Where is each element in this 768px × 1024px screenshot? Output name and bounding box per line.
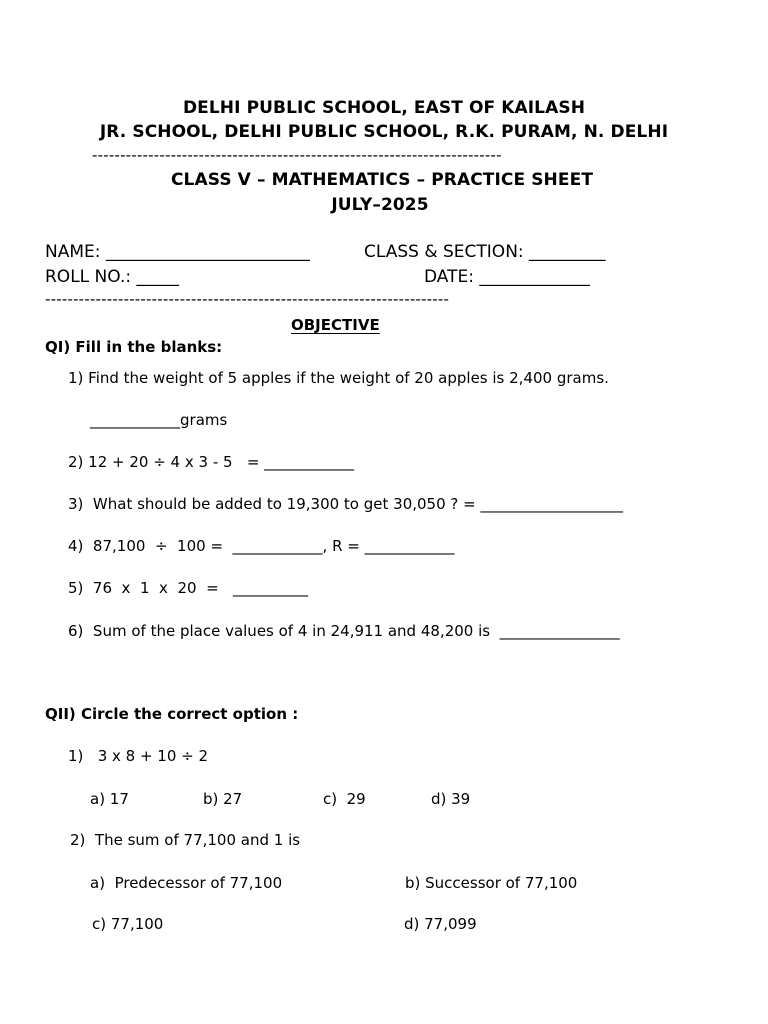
date-field[interactable]: DATE: _____________ bbox=[424, 267, 590, 287]
school-branch: JR. SCHOOL, DELHI PUBLIC SCHOOL, R.K. PURAM, N. DELHI bbox=[99, 122, 669, 142]
q2-question-1: 1) 3 x 8 + 10 ÷ 2 bbox=[68, 747, 209, 765]
q1-item-1: 1) Find the weight of 5 apples if the weight of 20 apples is 2,400 grams. bbox=[68, 369, 609, 387]
q1-item-2: 2) 12 + 20 ÷ 4 x 3 - 5 = ____________ bbox=[68, 453, 355, 471]
q1-item-1-answer: ____________grams bbox=[90, 411, 228, 429]
q2-q2-option-d[interactable]: d) 77,099 bbox=[404, 915, 477, 933]
q1-item-5: 5) 76 x 1 x 20 = __________ bbox=[68, 579, 308, 597]
info-separator: ------------------------------------------------------------------------ bbox=[45, 292, 450, 307]
q1-title: QI) Fill in the blanks: bbox=[45, 338, 223, 356]
q2-question-2: 2) The sum of 77,100 and 1 is bbox=[70, 831, 301, 849]
q1-item-6: 6) Sum of the place values of 4 in 24,911 and 48,200 is ________________ bbox=[68, 622, 620, 640]
q2-q1-option-b[interactable]: b) 27 bbox=[203, 790, 243, 808]
q2-q2-option-b[interactable]: b) Successor of 77,100 bbox=[405, 874, 578, 892]
name-field[interactable]: NAME: ________________________ bbox=[45, 242, 310, 262]
sheet-title: CLASS V – MATHEMATICS – PRACTICE SHEET bbox=[170, 170, 594, 190]
roll-no-field[interactable]: ROLL NO.: _____ bbox=[45, 267, 179, 287]
school-name: DELHI PUBLIC SCHOOL, EAST OF KAILASH bbox=[182, 98, 586, 118]
sheet-date: JULY–2025 bbox=[331, 195, 429, 215]
q2-q2-option-a[interactable]: a) Predecessor of 77,100 bbox=[90, 874, 283, 892]
header-separator: ------------------------------------------------------------------------- bbox=[92, 148, 502, 163]
class-section-field[interactable]: CLASS & SECTION: _________ bbox=[364, 242, 606, 262]
section-heading-objective: OBJECTIVE bbox=[291, 316, 380, 334]
q2-title: QII) Circle the correct option : bbox=[45, 705, 299, 723]
q1-item-3: 3) What should be added to 19,300 to get 30,050 ? = ___________________ bbox=[68, 495, 623, 513]
q2-q2-option-c[interactable]: c) 77,100 bbox=[92, 915, 164, 933]
q1-item-4: 4) 87,100 ÷ 100 = ____________, R = ____________ bbox=[68, 537, 455, 555]
q2-q1-option-a[interactable]: a) 17 bbox=[90, 790, 129, 808]
q2-q1-option-d[interactable]: d) 39 bbox=[431, 790, 471, 808]
q2-q1-option-c[interactable]: c) 29 bbox=[323, 790, 366, 808]
